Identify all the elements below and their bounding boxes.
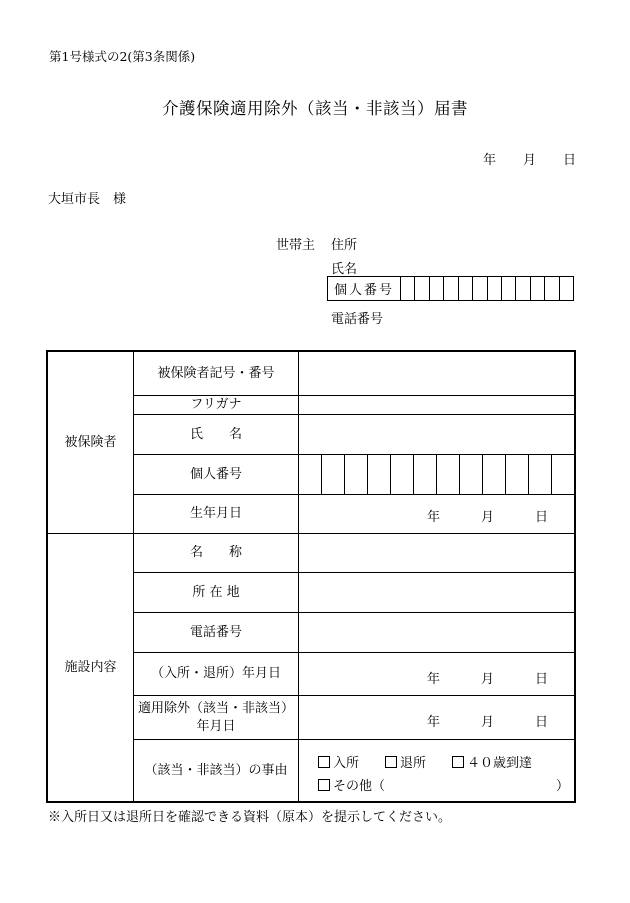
reason-label: （該当・非該当）の事由 bbox=[144, 762, 288, 778]
submission-day-unit: 日 bbox=[563, 153, 577, 168]
furigana-label: フリガナ bbox=[190, 397, 242, 412]
reason-other-close-paren: ） bbox=[556, 779, 570, 794]
digit-cell[interactable] bbox=[459, 277, 473, 300]
facility-name-label: 名 称 bbox=[189, 545, 242, 560]
digit-cell[interactable] bbox=[444, 277, 458, 300]
exclusion-month-unit: 月 bbox=[481, 715, 495, 730]
reason-exit-checkbox[interactable]: 退所 bbox=[385, 752, 426, 771]
page-title: 介護保険適用除外（該当・非該当）届書 bbox=[162, 99, 468, 118]
digit-divider bbox=[367, 455, 368, 494]
digit-cell[interactable] bbox=[488, 277, 502, 300]
digit-cell[interactable] bbox=[502, 277, 516, 300]
reason-age40-checkbox[interactable]: ４０歳到達 bbox=[452, 752, 532, 771]
digit-cell[interactable] bbox=[401, 277, 415, 300]
insured-section-label: 被保険者 bbox=[64, 434, 117, 450]
checkbox-icon bbox=[318, 756, 330, 768]
insured-name-label: 氏 名 bbox=[189, 426, 242, 442]
entry-year-unit: 年 bbox=[427, 672, 441, 687]
entry-day-unit: 日 bbox=[535, 672, 549, 687]
birth-month-unit: 月 bbox=[481, 510, 495, 525]
form-number: 第1号様式の2(第3条関係) bbox=[49, 49, 196, 64]
digit-divider bbox=[459, 455, 460, 494]
insured-number-label: 被保険者記号・番号 bbox=[157, 365, 275, 381]
householder-phone-label: 電話番号 bbox=[331, 312, 384, 327]
entry-exit-date-label: （入所・退所）年月日 bbox=[150, 666, 281, 681]
householder-label: 世帯主 bbox=[276, 238, 316, 253]
householder-individual-number-label: 個人番号 bbox=[328, 277, 401, 300]
footnote: ※入所日又は退所日を確認できる資料（原本）を提示してください。 bbox=[48, 810, 452, 825]
checkbox-icon bbox=[385, 756, 397, 768]
submission-year-unit: 年 bbox=[483, 153, 497, 168]
digit-cell[interactable] bbox=[516, 277, 530, 300]
digit-divider bbox=[321, 455, 322, 494]
facility-address-field[interactable] bbox=[299, 573, 574, 612]
householder-individual-number bbox=[327, 276, 574, 301]
digit-divider bbox=[436, 455, 437, 494]
digit-divider bbox=[505, 455, 506, 494]
checkbox-icon bbox=[318, 779, 330, 791]
reason-entry-checkbox[interactable]: 入所 bbox=[318, 752, 359, 771]
reason-other-checkbox[interactable]: その他（ bbox=[318, 775, 385, 794]
digit-cell[interactable] bbox=[560, 277, 573, 300]
digit-divider bbox=[413, 455, 414, 494]
addressee: 大垣市長 様 bbox=[48, 192, 127, 207]
digit-cell[interactable] bbox=[545, 277, 559, 300]
digit-cell[interactable] bbox=[531, 277, 545, 300]
facility-name-field[interactable] bbox=[299, 534, 574, 572]
facility-section-label: 施設内容 bbox=[64, 659, 117, 675]
facility-phone-field[interactable] bbox=[299, 613, 574, 652]
digit-divider bbox=[482, 455, 483, 494]
digit-divider bbox=[551, 455, 552, 494]
facility-phone-label: 電話番号 bbox=[189, 624, 242, 640]
exclusion-date-label bbox=[134, 696, 298, 739]
exclusion-date-label-line2: 年月日 bbox=[196, 718, 236, 734]
householder-name-label: 氏名 bbox=[331, 262, 358, 277]
digit-cell[interactable] bbox=[415, 277, 429, 300]
birth-day-unit: 日 bbox=[535, 510, 549, 525]
facility-address-label: 所 在 地 bbox=[192, 584, 240, 600]
digit-divider bbox=[528, 455, 529, 494]
checkbox-icon bbox=[452, 756, 464, 768]
digit-cell[interactable] bbox=[430, 277, 444, 300]
birthdate-label: 生年月日 bbox=[189, 506, 242, 521]
insured-number-field[interactable] bbox=[299, 352, 574, 395]
digit-divider bbox=[390, 455, 391, 494]
furigana-field[interactable] bbox=[299, 396, 574, 414]
digit-cell[interactable] bbox=[473, 277, 487, 300]
exclusion-year-unit: 年 bbox=[427, 715, 441, 730]
householder-address-label: 住所 bbox=[331, 238, 358, 253]
insured-individual-number-label: 個人番号 bbox=[189, 466, 242, 482]
birth-year-unit: 年 bbox=[427, 510, 441, 525]
entry-month-unit: 月 bbox=[481, 672, 495, 687]
exclusion-date-label-line1: 適用除外（該当・非該当） bbox=[137, 700, 294, 716]
submission-month-unit: 月 bbox=[523, 153, 537, 168]
digit-divider bbox=[344, 455, 345, 494]
exclusion-day-unit: 日 bbox=[535, 715, 549, 730]
insured-name-field[interactable] bbox=[299, 415, 574, 454]
